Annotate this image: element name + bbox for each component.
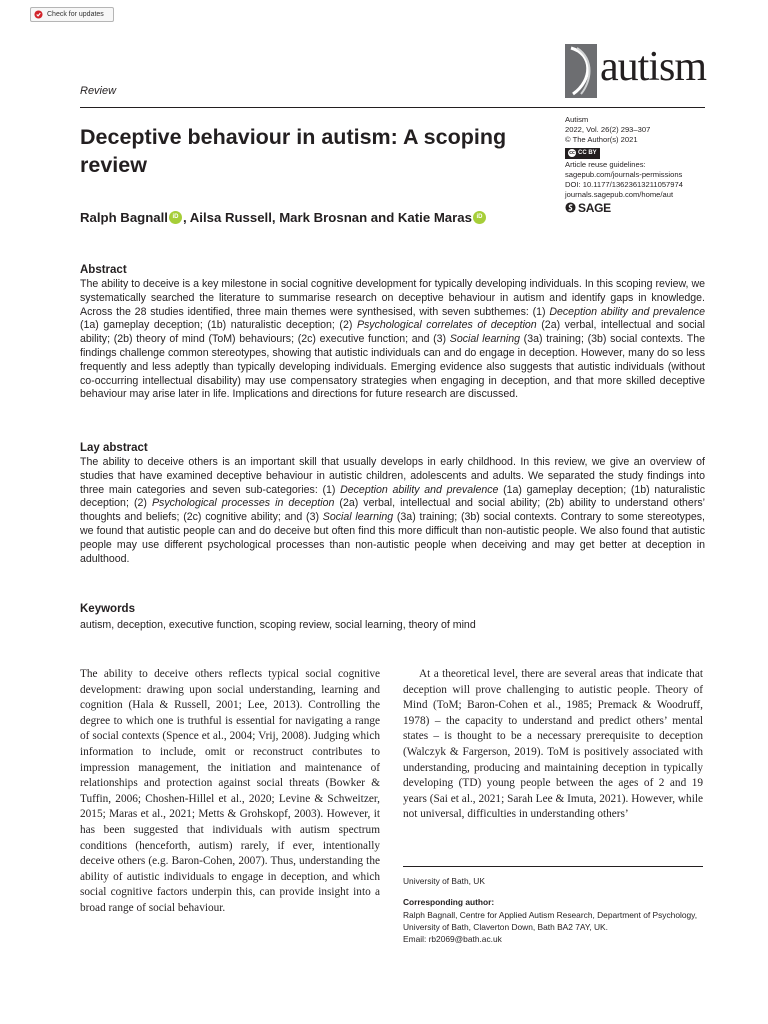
abstract-text: The ability to deceive is a key milestone in social cognitive development for typically developing individuals. In this scoping review, we systematically searched the literature to summarise research on deceptive behaviour in autism and identify gaps in knowledge. Across the 28 studies identified, three main themes were synthesised, with seven subthemes: (1) Deception ability and prevalence (1a) gameplay deception; (1b) naturalistic deception; (2) Psychological correlates of deception (2a) verbal, intellectual and social ability; (2b) theory of mind (ToM) behaviours; (2c) executive function; and (3) Social learning (3a) training; (3b) social contexts. The findings challenge common stereotypes, showing that autistic individuals can and do engage in deception. However, many do so less frequently and less adeptly than typically developing individuals. Emerging evidence also suggests that autistic individuals (without co-occurring intellectual disability) may use compensatory strategies when engaging in deception, and that more skilled deceptive behaviour may arise later in life. Implications and directions for future research are discussed.	[80, 278, 705, 401]
author-others: , Ailsa Russell, Mark Brosnan and Katie Maras	[182, 210, 472, 225]
abstract-heading: Abstract	[80, 264, 127, 276]
header-divider	[80, 107, 705, 108]
lay-abstract-text: The ability to deceive others is an important skill that usually develops in early childhood. In this review, we give an overview of studies that have examined deceptive behaviour in autistic children, adolescents and adults. We separated the study findings into three main categories and seven sub-categories: (1) Deception ability and prevalence (1a) gameplay deception; (1b) naturalistic deception; (2) Psychological processes in deception (2a) verbal, intellectual and social ability; (2b) ability to understand others’ thoughts and beliefs; (2c) cognitive ability; and (3) Social learning (3a) training; (3b) social contexts. Contrary to some stereotypes, we found that autistic people can and do deceive but often find this more difficult than non-autistic people. We also found that autistic people may use different psychological processes than non-autistic people when deceiving and may get better at deception in adulthood.	[80, 456, 705, 565]
corresponding-author-email[interactable]: Email: rb2069@bath.ac.uk	[403, 934, 502, 944]
keywords-heading: Keywords	[80, 603, 135, 615]
lay-abstract-heading: Lay abstract	[80, 442, 148, 454]
author-first: Ralph Bagnall	[80, 210, 168, 225]
affiliation: University of Bath, UK	[403, 876, 485, 886]
sage-logo-icon	[565, 202, 576, 213]
cc-badge-label: CC BY	[578, 150, 597, 157]
reuse-guidelines-label: Article reuse guidelines:	[565, 159, 646, 169]
reuse-guidelines-link[interactable]: sagepub.com/journals-permissions	[565, 169, 683, 179]
article-metadata	[565, 115, 715, 213]
check-updates-label: Check for updates	[47, 11, 104, 18]
copyright: © The Author(s) 2021	[565, 135, 638, 145]
citation: 2022, Vol. 26(2) 293–307	[565, 125, 651, 135]
check-for-updates-badge[interactable]	[30, 7, 114, 22]
check-updates-icon	[34, 10, 43, 19]
cc-license-badge[interactable]	[565, 148, 600, 159]
body-column-left: The ability to deceive others reflects typical social cognitive development: drawing upon social understanding, learning and cognition (Hala & Russell, 2001; Lee, 2013). Controlling the degree to which one is truthful is essential for navigating a range of social contexts (Spence et al., 2004; Vrij, 2008). Judging which information to include, omit or reconstruct contributes to impression management, the initiation and maintenance of relationships and protection against social threats (Bowker & Tuffin, 2006; Choshen-Hillel et al., 2020; Levine & Schweitzer, 2015; Maras et al., 2021; Metts & Grohskopf, 2003). However, it has been suggested that individuals with autism spectrum conditions (henceforth, autism) rarely, if ever, intentionally deceive others (e.g. Baron-Cohen, 2007). Thus, understanding the ability of autistic individuals to engage in deception, and which social cognitive factors underpin this, can provide insight into a broad range of social behaviour.	[80, 668, 380, 914]
body-column-right: At a theoretical level, there are several areas that indicate that deception will prove challenging to autistic people. Theory of Mind (ToM; Baron-Cohen et al., 1985; Premack & Woodruff, 1978) – the capacity to understand and predict others’ mental states – is thought to be a necessary prerequisite to deception (Walczyk & Fargerson, 2019). ToM is positively associated with understanding, producing and maintaining deception in typically developing (TD) young people between the ages of 2 and 19 years (Sai et al., 2021; Sarah Lee & Imuta, 2021). However, while not universal, difficulties in understanding others’	[403, 668, 703, 821]
publisher-logo	[565, 202, 715, 213]
orcid-icon[interactable]: iD	[473, 211, 486, 224]
doi-link[interactable]: DOI: 10.1177/13623613211057974	[565, 180, 683, 190]
journal-logo-text: autism	[600, 44, 706, 90]
journal-name: Autism	[565, 115, 589, 124]
keywords-text: autism, deception, executive function, scoping review, social learning, theory of mind	[80, 619, 476, 631]
footnote-divider	[403, 866, 703, 867]
corresponding-author-heading: Corresponding author:	[403, 897, 495, 907]
section-label: Review	[80, 85, 117, 97]
cc-icon: cc	[569, 150, 575, 157]
corresponding-author-address: Ralph Bagnall, Centre for Applied Autism Research, Department of Psychology, University of Bath, Claverton Down, Bath BA2 7AY, UK.	[403, 910, 698, 932]
publisher-name: SAGE	[578, 200, 611, 215]
author-list	[80, 210, 487, 225]
article-title: Deceptive behaviour in autism: A scoping review	[80, 125, 507, 177]
corresponding-author-details	[403, 909, 703, 945]
journal-home-link[interactable]: journals.sagepub.com/home/aut	[565, 190, 674, 200]
orcid-icon[interactable]: iD	[169, 211, 182, 224]
